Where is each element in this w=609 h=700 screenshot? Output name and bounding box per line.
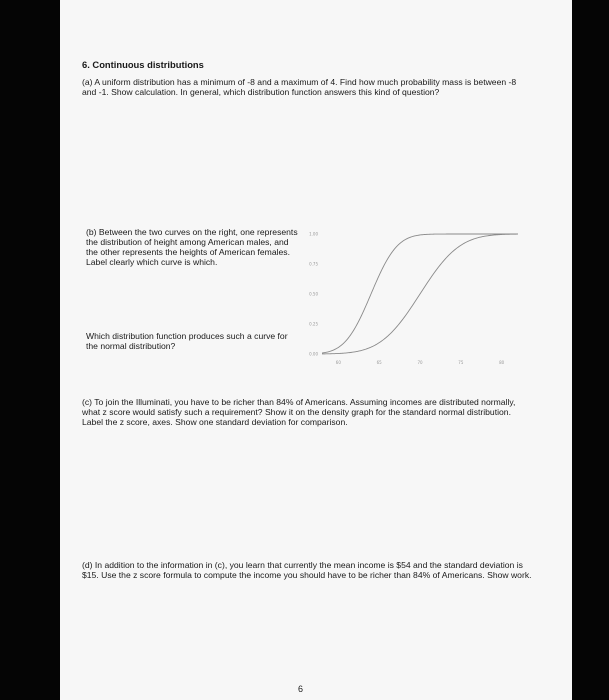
question-b-followup: Which distribution function produces such a curve for the normal distribution? [86,331,288,351]
section-title: 6. Continuous distributions [82,59,204,70]
y-tick-label: 0.75 [309,261,318,267]
page-number: 6 [298,684,304,694]
question-a: (a) A uniform distribution has a minimum of -8 and a maximum of 4. Find how much probability mass is between -8 and -1. Show calculation. In general, which distribution function answers this kind of question? [82,77,517,97]
x-axis-ticks [336,360,505,365]
y-axis-ticks [309,232,318,357]
x-tick-label: 80 [499,360,505,365]
question-c: (c) To join the Illuminati, you have to be richer than 84% of Americans. Assuming incomes are distributed normally, what z score would satisfy such a requirement? Show it on the density graph for the standard normal distribution. Label the z score, axes. Show one standard deviation for comparison. [82,397,516,427]
y-tick-label: 0.00 [309,351,318,357]
x-tick-label: 60 [335,360,341,365]
question-b: (b) Between the two curves on the right, one represents the distribution of height among American males, and the other represents the heights of American females. Label clearly which curve is which. [86,227,298,267]
question-d: (d) In addition to the information in (c), you learn that currently the mean income is $54 and the standard deviation is $15. Use the z score formula to compute the income you should have to be richer than 84% of Americans. Show work. [82,560,532,580]
y-tick-label: 0.25 [309,321,318,327]
cdf-curve-2 [322,234,518,354]
y-tick-label: 1.00 [309,231,318,237]
left-frame-border [0,0,60,700]
x-tick-label: 65 [376,360,382,365]
x-tick-label: 75 [458,360,464,365]
x-tick-label: 70 [417,360,423,365]
cdf-chart [300,222,525,372]
curves [322,234,518,354]
y-tick-label: 0.50 [309,291,318,297]
right-frame-border [572,0,609,700]
